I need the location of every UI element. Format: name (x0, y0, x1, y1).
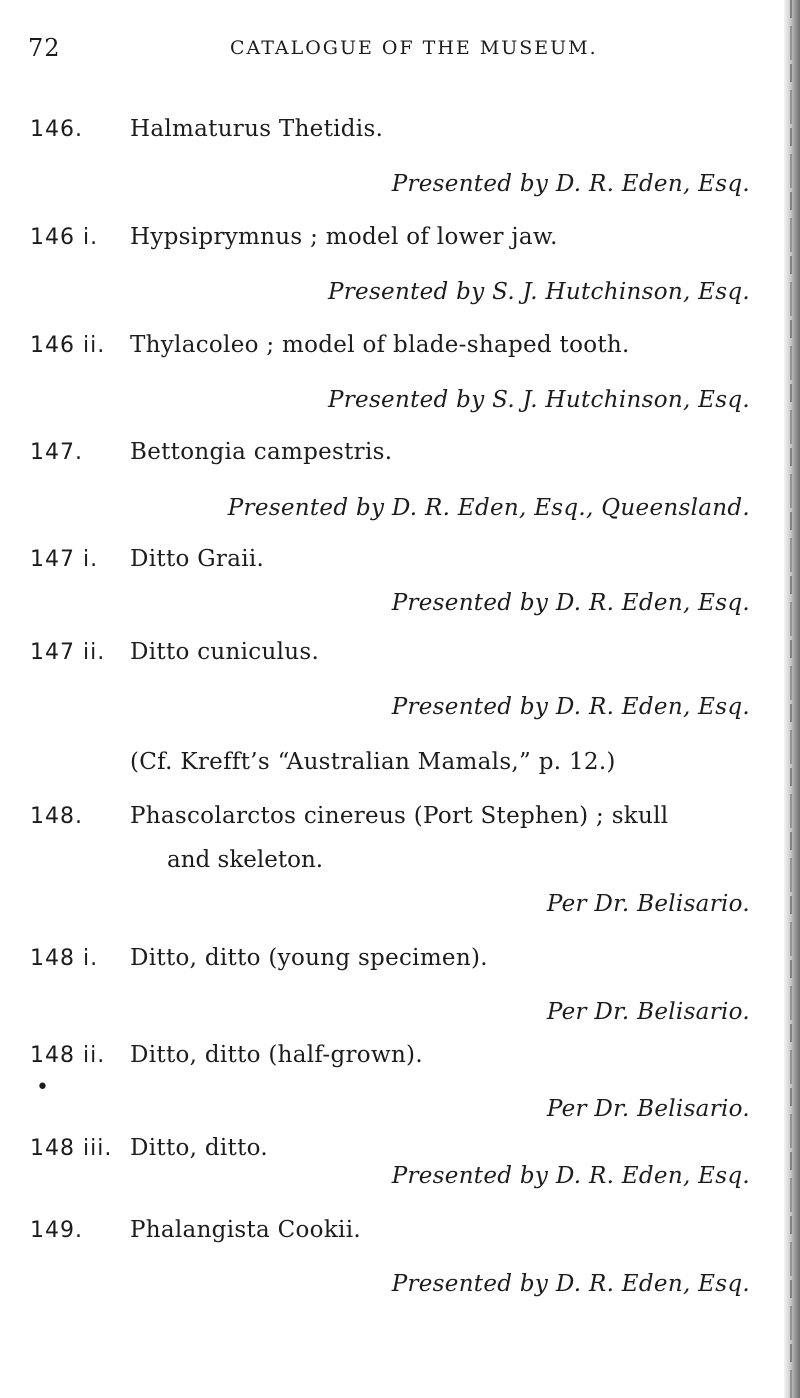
stray-mark: • (36, 1075, 49, 1100)
entry-number: 148 iii. (30, 1136, 113, 1161)
entry-name: Ditto cuniculus. (130, 639, 320, 665)
entry-name: Ditto, ditto (half-grown). (130, 1042, 423, 1068)
entry-name: Bettongia campestris. (130, 439, 393, 465)
entry-number: 147 ii. (30, 640, 106, 665)
page-edge-shadow (784, 0, 800, 1398)
entry-note: (Cf. Krefft’s “Australian Mamals,” p. 12.) (130, 749, 616, 775)
running-title: CATALOGUE OF THE MUSEUM. (230, 37, 598, 59)
entry-credit: Presented by D. R. Eden, Esq. (391, 171, 750, 197)
entry-credit: Presented by D. R. Eden, Esq. (391, 1163, 750, 1189)
entry-credit: Per Dr. Belisario. (546, 891, 750, 917)
entry-name: Ditto, ditto. (130, 1135, 268, 1161)
entry-number: 148 i. (30, 946, 99, 971)
entry-number: 148 ii. (30, 1043, 106, 1068)
entry-credit: Per Dr. Belisario. (546, 999, 750, 1025)
entry-number: 147. (30, 440, 83, 465)
entry-name: Phascolarctos cinereus (Port Stephen) ; skull (130, 803, 669, 829)
entry-credit: Presented by D. R. Eden, Esq. (391, 590, 750, 616)
entry-credit: Per Dr. Belisario. (546, 1096, 750, 1122)
entry-name: Hypsiprymnus ; model of lower jaw. (130, 224, 558, 250)
entry-credit: Presented by S. J. Hutchinson, Esq. (327, 387, 750, 413)
entry-name: Halmaturus Thetidis. (130, 116, 384, 142)
entry-credit: Presented by S. J. Hutchinson, Esq. (327, 279, 750, 305)
page-header (28, 34, 730, 64)
entry-continuation: and skeleton. (167, 847, 324, 873)
entry-name: Ditto, ditto (young specimen). (130, 945, 488, 971)
entry-credit: Presented by D. R. Eden, Esq. (391, 694, 750, 720)
entry-number: 149. (30, 1218, 83, 1243)
entry-credit: Presented by D. R. Eden, Esq., Queensland. (227, 495, 750, 521)
entry-name: Ditto Graii. (130, 546, 265, 572)
entry-name: Thylacoleo ; model of blade-shaped tooth. (130, 332, 630, 358)
page-number: 72 (28, 34, 61, 62)
entry-credit: Presented by D. R. Eden, Esq. (391, 1271, 750, 1297)
entry-name: Phalangista Cookii. (130, 1217, 361, 1243)
entry-number: 147 i. (30, 547, 99, 572)
entry-number: 146 i. (30, 225, 99, 250)
entry-number: 146 ii. (30, 333, 106, 358)
entry-number: 146. (30, 117, 83, 142)
entry-number: 148. (30, 804, 83, 829)
